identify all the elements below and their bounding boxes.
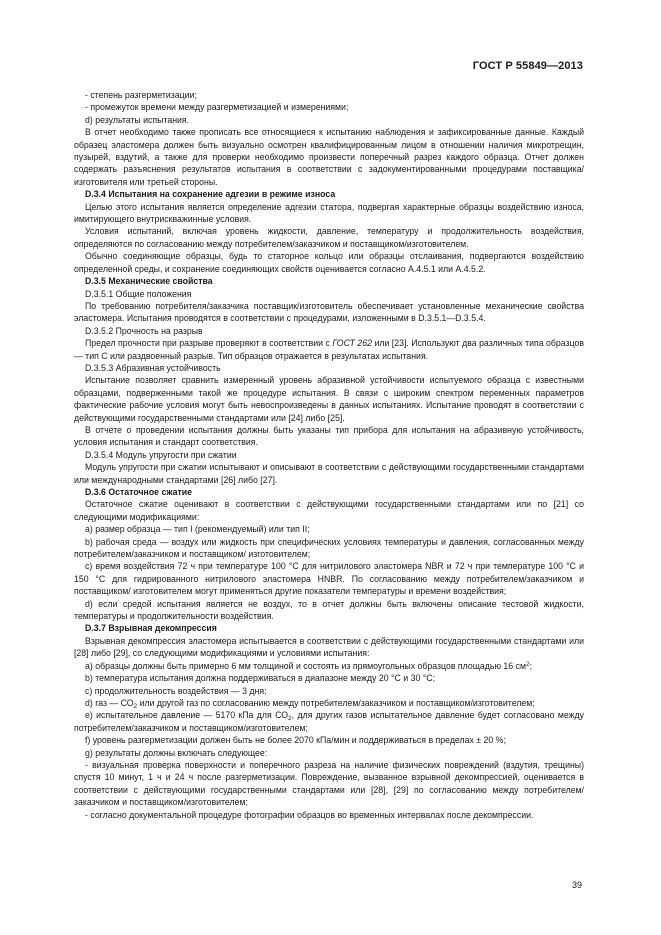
text-run: , для других газов испытательное давление будет согласовано между потребителем/заказчиком и поставщиком/изготовителем; [74,710,584,733]
paragraph: - степень разгерметизации; [85,90,197,100]
paragraph: В отчете о проведении испытания должны быть указаны тип прибора для испытания на абразивную устойчивость, условия испытания и стандарт соответствия. [74,424,584,448]
paragraph [74,709,584,734]
paragraph: В отчет необходимо также прописать все относящиеся к испытанию наблюдения и зафиксированные данные. Каждый образец эластомера должен быть визуально осмотрен квалифицированным лицом в отношении наличия микротрещин, пузырей, вздутий, а также для проверки необходимо произвести поперечный разрез каждого образца. Отчет должен содержать разъяснения результатов испытания в соответствии с задокументированными процедурами поставщика/изготовителя или третьей стороны. [74,127,584,187]
paragraph: f) уровень разгерметизации должен быть не более 2070 кПа/мин и поддерживаться в пределах ± 20 %; [85,735,506,746]
text-run: а) образцы должны быть примерно 6 мм толщиной и состоять из прямоугольных образцов площадью 16 см [85,660,526,671]
text-run: Предел прочности при разрыве проверяют в соответствии с [85,338,333,349]
paragraph: а) размер образца — тип I (рекомендуемый) или тип II; [85,524,310,535]
paragraph: b) рабочая среда — воздух или жидкость при специфических условиях температуры и давления, согласованных между потребителем/заказчиком и поставщиком/ изготовителем; [74,536,584,560]
paragraph: b) температура испытания должна поддерживаться в диапазоне между 20 °С и 30 °С; [85,673,435,684]
paragraph: Обычно соединяющие образцы, будь то статорное кольцо или образцы отслаивания, подвергаются воздействию определенной среды, и сохранение соединяющих свойств оценивается согласно А.4.5.1 или А.4.5.2. [74,251,584,274]
paragraph: Модуль упругости при сжатии испытывают и описывают в соответствии с действующими государственными стандартами или международными стандартами [26] либо [27]. [74,462,584,485]
text-run: ; [529,660,533,671]
paragraph: D.3.5.3 Абразивная устойчивость [85,362,221,373]
paragraph: D.3.5.1 Общие положения [85,288,192,299]
paragraph: d) если средой испытания является не воздух, то в отчет должны быть включены описание тестовой жидкости, температуры и продолжительности воздействия. [74,598,584,622]
superscript: 2 [526,660,530,668]
paragraph: Остаточное сжатие оценивают в соответствии с действующими государственными стандартами или по [21] со следующими модификациями: [74,499,584,522]
subscript: 2 [288,715,292,723]
section-heading: D.3.5 Механические свойства [85,276,213,287]
paragraph [74,660,584,672]
paragraph: - согласно документальной процедуре фотографии образцов во временных интервалах после декомпрессии. [85,809,534,820]
document-header: ГОСТ Р 55849—2013 [472,60,583,72]
section-heading: D.3.4 Испытания на сохранение адгезии в режиме износа [85,189,336,200]
paragraph: D.3.5.4 Модуль упругости при сжатии [85,449,237,460]
paragraph: По требованию потребителя/заказчика поставщик/изготовитель обеспечивает установленные механические свойства эластомера. Испытания проводятся в соответствии с процедурами, изложенными в D.3.5.1—D.3.5.4. [74,300,584,324]
paragraph: Испытание позволяет сравнить измеренный уровень абразивной устойчивости испытуемого образца с известными образцами, подверженными такой же процедуре испытания. В связи с широким спектром переменных параметров фактические рабочие условия могут быть невоспроизведены в данных испытаниях. Испытание проводят в соответствии с действующими государственными стандартами или [24] либо [25]. [74,375,584,423]
paragraph: - промежуток времени между разгерметизацией и измерениями; [85,102,349,113]
paragraph: D.3.5.2 Прочность на разрыв [85,325,203,336]
document-body [74,89,584,821]
subscript: 2 [133,702,138,710]
paragraph: Взрывная декомпрессия эластомера испытывается в соответствии с действующими государственными стандартами или [28] либо [29], со следующими модификациями и условиями испытания: [74,635,584,659]
paragraph: - визуальная проверка поверхности и поперечного разреза на наличие физических повреждений (вздутия, трещины) спустя 10 минут, 1 ч и 24 ч после разгерметизации. Повреждение, вызванное взрывной декомпрессией, оценивается в соответствии с действующими государственными стандартами или [28], [29] по согласованию между потребителем/заказчиком и поставщиком/изготовителем; [74,759,584,808]
section-heading: D.3.7 Взрывная декомпрессия [85,623,217,634]
paragraph: Условия испытаний, включая уровень жидкости, давление, температуру и продолжительность воздействия, определяются по согласованию между потребителем/заказчиком и поставщиком/изготовителем. [74,226,584,249]
paragraph: с) продолжительность воздействия — 3 дня; [85,685,267,696]
text-run: или другой газ по согласованию между потребителем/заказчиком и поставщиком/изготовителем; [137,697,535,708]
paragraph: с) время воздействия 72 ч при температуре 100 °С для нитрилового эластомера NBR и 72 ч при температуре 100 °С и 150 °С для гидрированного нитрилового эластомера HNBR. По согласованию между потребителем/заказчиком и поставщиком/ изготовителем могут применяться другие показатели температуры и времени воздействия; [74,561,584,597]
text-run: или [23]. Используют два различных типа образцов — тип С или раздвоенный разрыв. Тип образцов отражается в результатах испытания. [74,338,585,361]
paragraph [74,337,584,362]
standard-reference: ГОСТ 262 [332,338,373,349]
paragraph: g) результаты должны включать следующее: [85,747,268,758]
text-run: d) газ — СО [85,697,134,708]
paragraph [74,697,584,709]
text-run: е) испытательное давление — 5170 кПа для СО [85,710,289,721]
page-number: 39 [571,880,582,890]
paragraph: Целью этого испытания является определение адгезии статора, подвергая характерные образцы воздействию износа, имитирующего внутрискважинные условия. [74,201,584,225]
paragraph: d) результаты испытания. [85,114,190,125]
section-heading: D.3.6 Остаточное сжатие [85,487,193,497]
